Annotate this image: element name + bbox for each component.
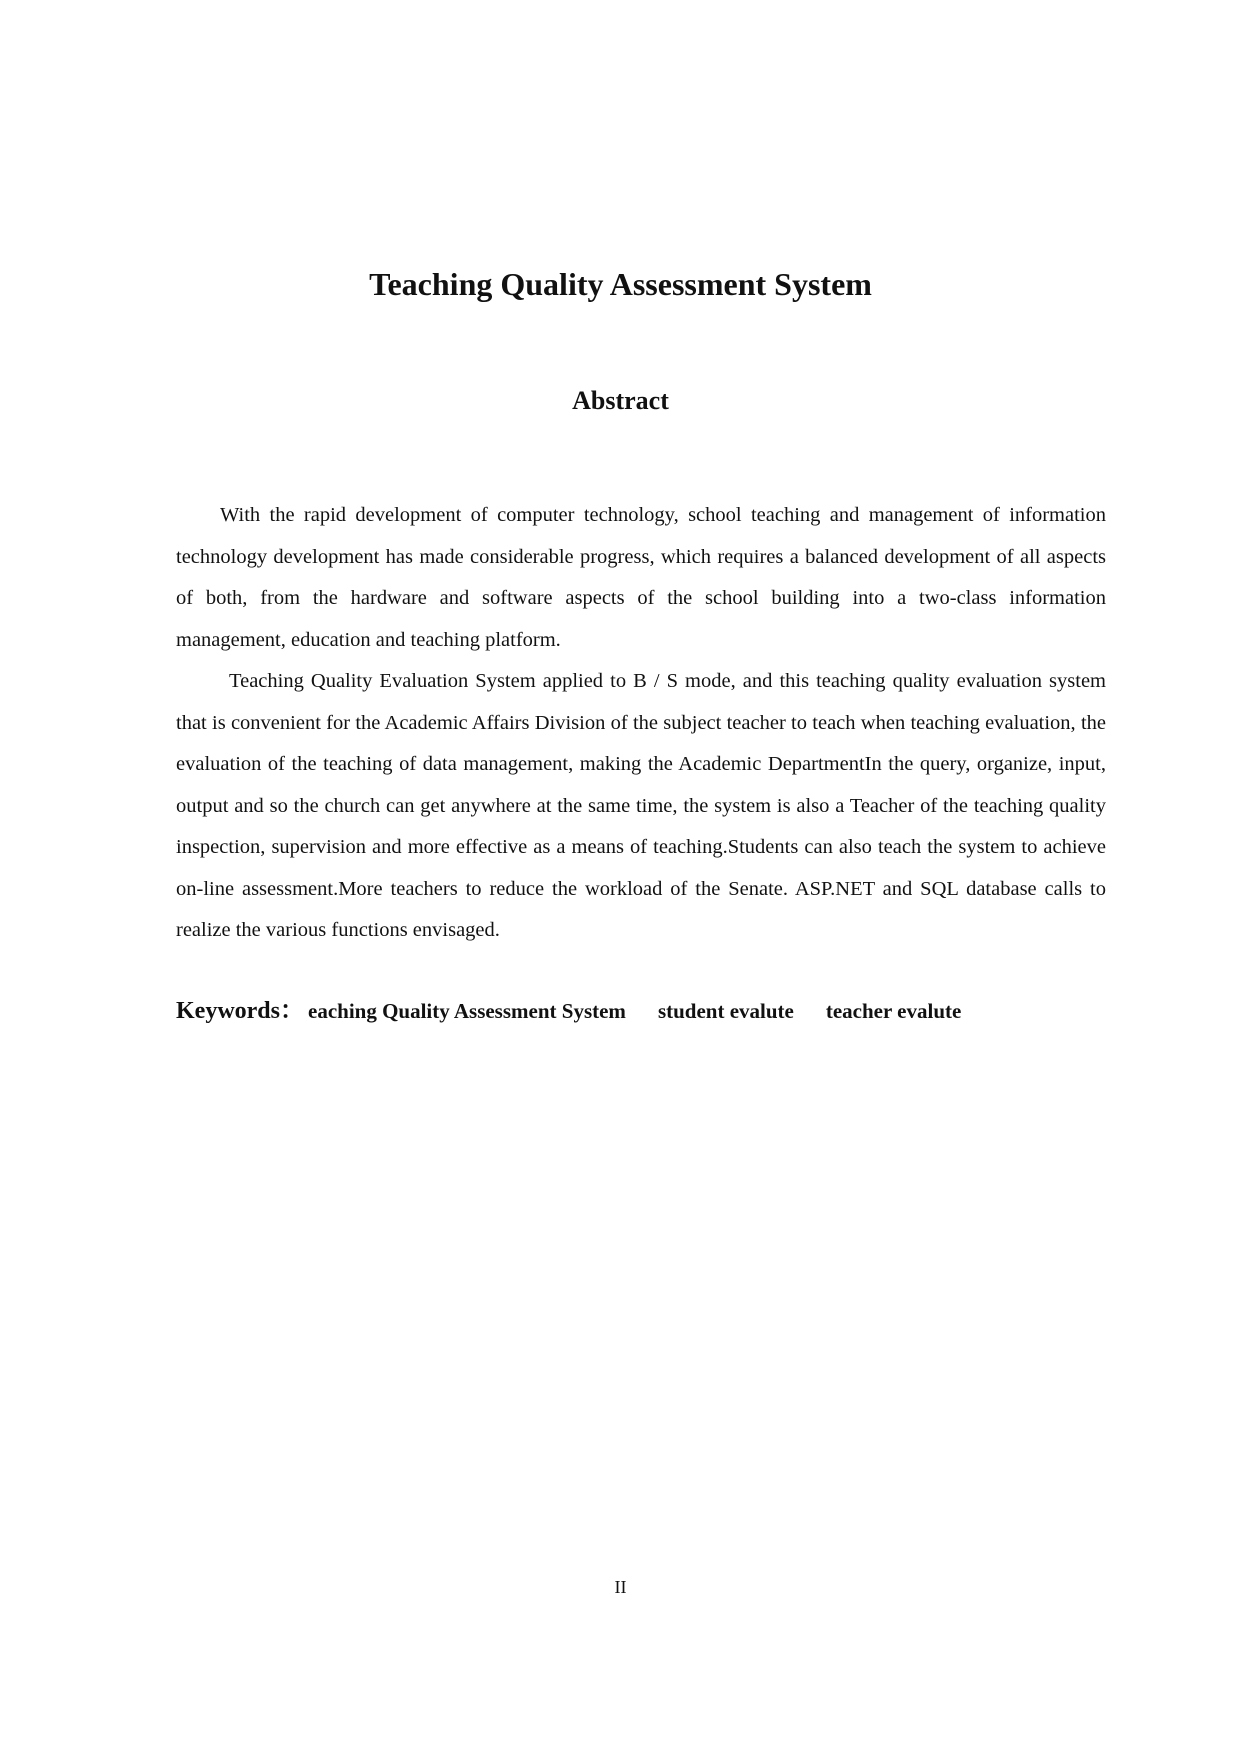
keywords-label: Keywords： xyxy=(176,998,304,1024)
keyword-3: teacher evalute xyxy=(825,999,962,1023)
abstract-paragraph-2: Teaching Quality Evaluation System applied to B / S mode, and this teaching quality evaluation system that is convenient for the Academic Affairs Division of the subject teacher to teach when teaching evaluation, the evaluation of the teaching of data management, making the Academic DepartmentIn the query, organize, input, output and so the church can get anywhere at the same time, the system is also a Teacher of the teaching quality inspection, supervision and more effective as a means of teaching.Students can also teach the system to achieve on-line assessment.More teachers to reduce the workload of the Senate. ASP.NET and SQL database calls to realize the various functions envisaged. xyxy=(176,670,1106,941)
keywords-line xyxy=(176,990,1106,1025)
abstract-body xyxy=(176,495,1106,952)
abstract-heading: Abstract xyxy=(572,386,669,415)
abstract-paragraph-1: With the rapid development of computer technology, school teaching and management of information technology development has made considerable progress, which requires a balanced development of all aspects of both, from the hardware and software aspects of the school building into a two-class information management, education and teaching platform. xyxy=(176,504,1106,651)
page-number: II xyxy=(614,1577,627,1597)
keyword-2: student evalute xyxy=(657,999,794,1023)
document-title: Teaching Quality Assessment System xyxy=(369,266,872,302)
keyword-1: eaching Quality Assessment System xyxy=(308,999,626,1023)
